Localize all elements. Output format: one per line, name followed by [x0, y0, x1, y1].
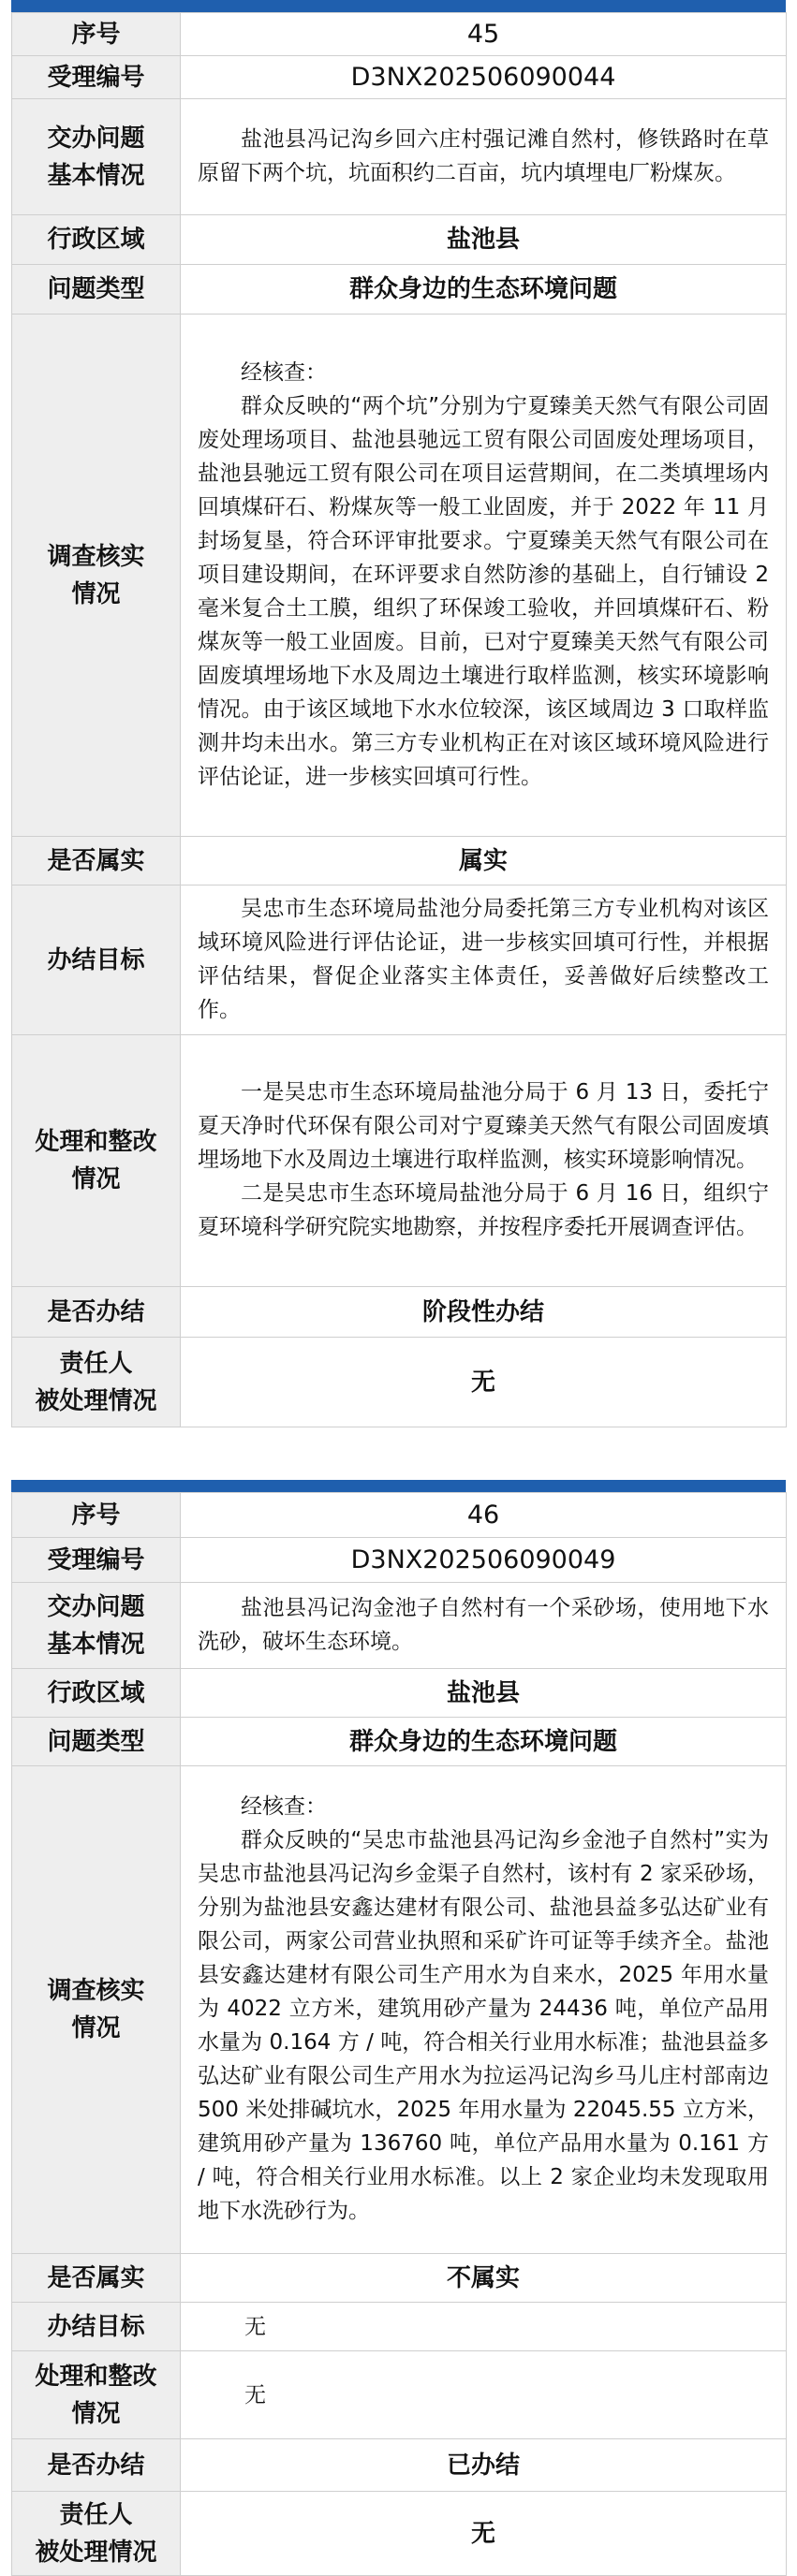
case-table	[11, 1492, 787, 2576]
label-problem-line1: 交办问题	[47, 1592, 145, 1621]
label-done: 是否办结	[12, 2439, 181, 2492]
label-handling-line2: 情况	[71, 2399, 121, 2428]
value-target	[181, 886, 787, 1035]
value-region: 盐池县	[181, 215, 787, 265]
problem-text: 盐池县冯记沟乡回六庄村强记滩自然村，修铁路时在草原留下两个坑，坑面积约二百亩，坑内填埋电厂粉煤灰。	[198, 126, 769, 185]
value-target: 无	[181, 2303, 787, 2351]
row-seq	[12, 13, 787, 56]
label-handling	[12, 1035, 181, 1287]
row-handling	[12, 2351, 787, 2439]
value-handling	[181, 1035, 787, 1287]
label-region: 行政区域	[12, 215, 181, 265]
label-punish-line2: 被处理情况	[35, 2538, 157, 2567]
label-handling-line1: 处理和整改	[35, 2362, 157, 2391]
value-investigation	[181, 1766, 787, 2254]
label-problem-line2: 基本情况	[47, 1630, 145, 1659]
row-target	[12, 886, 787, 1035]
label-handling	[12, 2351, 181, 2439]
row-region	[12, 1669, 787, 1718]
label-investigation-line1: 调查核实	[47, 1977, 145, 2005]
label-seq: 序号	[12, 13, 181, 56]
label-investigation-line1: 调查核实	[47, 542, 145, 571]
value-punish: 无	[181, 2492, 787, 2576]
row-seq	[12, 1493, 787, 1538]
row-accept-no	[12, 56, 787, 99]
value-handling: 无	[181, 2351, 787, 2439]
row-investigation	[12, 1766, 787, 2254]
investigation-para-1: 经核查：	[241, 1794, 327, 1819]
label-type: 问题类型	[12, 1718, 181, 1766]
row-verified	[12, 2254, 787, 2303]
case-card-46	[11, 1480, 786, 2576]
row-handling	[12, 1035, 787, 1287]
row-type	[12, 1718, 787, 1766]
row-done	[12, 2439, 787, 2492]
label-investigation-line2: 情况	[71, 2014, 121, 2042]
label-type: 问题类型	[12, 265, 181, 315]
value-verified: 属实	[181, 837, 787, 886]
label-verified: 是否属实	[12, 2254, 181, 2303]
value-type: 群众身边的生态环境问题	[181, 1718, 787, 1766]
investigation-para-1: 经核查：	[241, 359, 327, 385]
label-punish-line1: 责任人	[59, 1349, 133, 1378]
value-investigation	[181, 315, 787, 837]
row-done	[12, 1287, 787, 1338]
label-accept-no: 受理编号	[12, 56, 181, 99]
case-table	[11, 12, 787, 1427]
value-accept-no: D3NX202506090049	[181, 1538, 787, 1583]
row-problem	[12, 99, 787, 215]
label-problem-line2: 基本情况	[47, 161, 145, 190]
case-card-45	[11, 0, 786, 1427]
value-accept-no: D3NX202506090044	[181, 56, 787, 99]
value-problem	[181, 1583, 787, 1669]
label-problem-line1: 交办问题	[47, 124, 145, 153]
row-target	[12, 2303, 787, 2351]
investigation-para-2: 群众反映的“吴忠市盐池县冯记沟乡金池子自然村”实为吴忠市盐池县冯记沟乡金渠子自然村，该村有 2 家采砂场，分别为盐池县安鑫达建材有限公司、盐池县益多弘达矿业有限公司，两家公司营业执照和采矿许可证等手续齐全。盐池县安鑫达建材有限公司生产用水为自来水，2025 年用水量为 4022 立方米，建筑用砂产量为 24436 吨，单位产品用水量为 0.164 方 / 吨，符合相关行业用水标准；盐池县益多弘达矿业有限公司生产用水为拉运冯记沟乡马儿庄村部南边 500 米处排碱坑水，2025 年用水量为 22045.55 立方米，建筑用砂产量为 136760 吨，单位产品用水量为 0.161 方 / 吨，符合相关行业用水标准。以上 2 家企业均未发现取用地下水洗砂行为。	[198, 1828, 769, 2223]
row-verified	[12, 837, 787, 886]
label-handling-line1: 处理和整改	[35, 1128, 157, 1156]
label-punish	[12, 1338, 181, 1427]
label-investigation-line2: 情况	[71, 579, 121, 608]
label-punish	[12, 2492, 181, 2576]
target-text: 吴忠市生态环境局盐池分局委托第三方专业机构对该区域环境风险进行评估论证，进一步核实回填可行性，并根据评估结果，督促企业落实主体责任，妥善做好后续整改工作。	[198, 896, 769, 1022]
label-accept-no: 受理编号	[12, 1538, 181, 1583]
investigation-para-2: 群众反映的“两个坑”分别为宁夏臻美天然气有限公司固废处理场项目、盐池县驰远工贸有限公司固废处理场项目，盐池县驰远工贸有限公司在项目运营期间，在二类填埋场内回填煤矸石、粉煤灰等一般工业固废，并于 2022 年 11 月封场复垦，符合环评审批要求。宁夏臻美天然气有限公司在项目建设期间，在环评要求自然防渗的基础上，自行铺设 2 毫米复合土工膜，组织了环保竣工验收，并回填煤矸石、粉煤灰等一般工业固废。目前，已对宁夏臻美天然气有限公司固废填埋场地下水及周边土壤进行取样监测，核实环境影响情况。由于该区域地下水水位较深，该区域周边 3 口取样监测井均未出水。第三方专业机构正在对该区域环境风险进行评估论证，进一步核实回填可行性。	[198, 393, 769, 789]
handling-para-2: 二是吴忠市生态环境局盐池分局于 6 月 16 日，组织宁夏环境科学研究院实地勘察，并按程序委托开展调查评估。	[198, 1181, 769, 1239]
value-done: 阶段性办结	[181, 1287, 787, 1338]
value-problem	[181, 99, 787, 215]
value-done: 已办结	[181, 2439, 787, 2492]
card-header-bar	[11, 0, 786, 12]
row-problem	[12, 1583, 787, 1669]
value-seq: 46	[181, 1493, 787, 1538]
row-region	[12, 215, 787, 265]
label-region: 行政区域	[12, 1669, 181, 1718]
card-header-bar	[11, 1480, 786, 1492]
row-punish	[12, 2492, 787, 2576]
value-region: 盐池县	[181, 1669, 787, 1718]
row-punish	[12, 1338, 787, 1427]
label-investigation	[12, 1766, 181, 2254]
label-problem	[12, 99, 181, 215]
label-done: 是否办结	[12, 1287, 181, 1338]
problem-text: 盐池县冯记沟金池子自然村有一个采砂场，使用地下水洗砂，破坏生态环境。	[198, 1595, 769, 1654]
row-investigation	[12, 315, 787, 837]
value-seq: 45	[181, 13, 787, 56]
label-investigation	[12, 315, 181, 837]
value-verified: 不属实	[181, 2254, 787, 2303]
label-target: 办结目标	[12, 886, 181, 1035]
row-accept-no	[12, 1538, 787, 1583]
value-punish: 无	[181, 1338, 787, 1427]
label-punish-line1: 责任人	[59, 2500, 133, 2529]
row-type	[12, 265, 787, 315]
label-problem	[12, 1583, 181, 1669]
label-punish-line2: 被处理情况	[35, 1386, 157, 1415]
handling-para-1: 一是吴忠市生态环境局盐池分局于 6 月 13 日，委托宁夏天净时代环保有限公司对宁夏臻美天然气有限公司固废填埋场地下水及周边土壤进行取样监测，核实环境影响情况。	[198, 1080, 769, 1172]
value-type: 群众身边的生态环境问题	[181, 265, 787, 315]
label-seq: 序号	[12, 1493, 181, 1538]
label-target: 办结目标	[12, 2303, 181, 2351]
label-verified: 是否属实	[12, 837, 181, 886]
label-handling-line2: 情况	[71, 1165, 121, 1193]
